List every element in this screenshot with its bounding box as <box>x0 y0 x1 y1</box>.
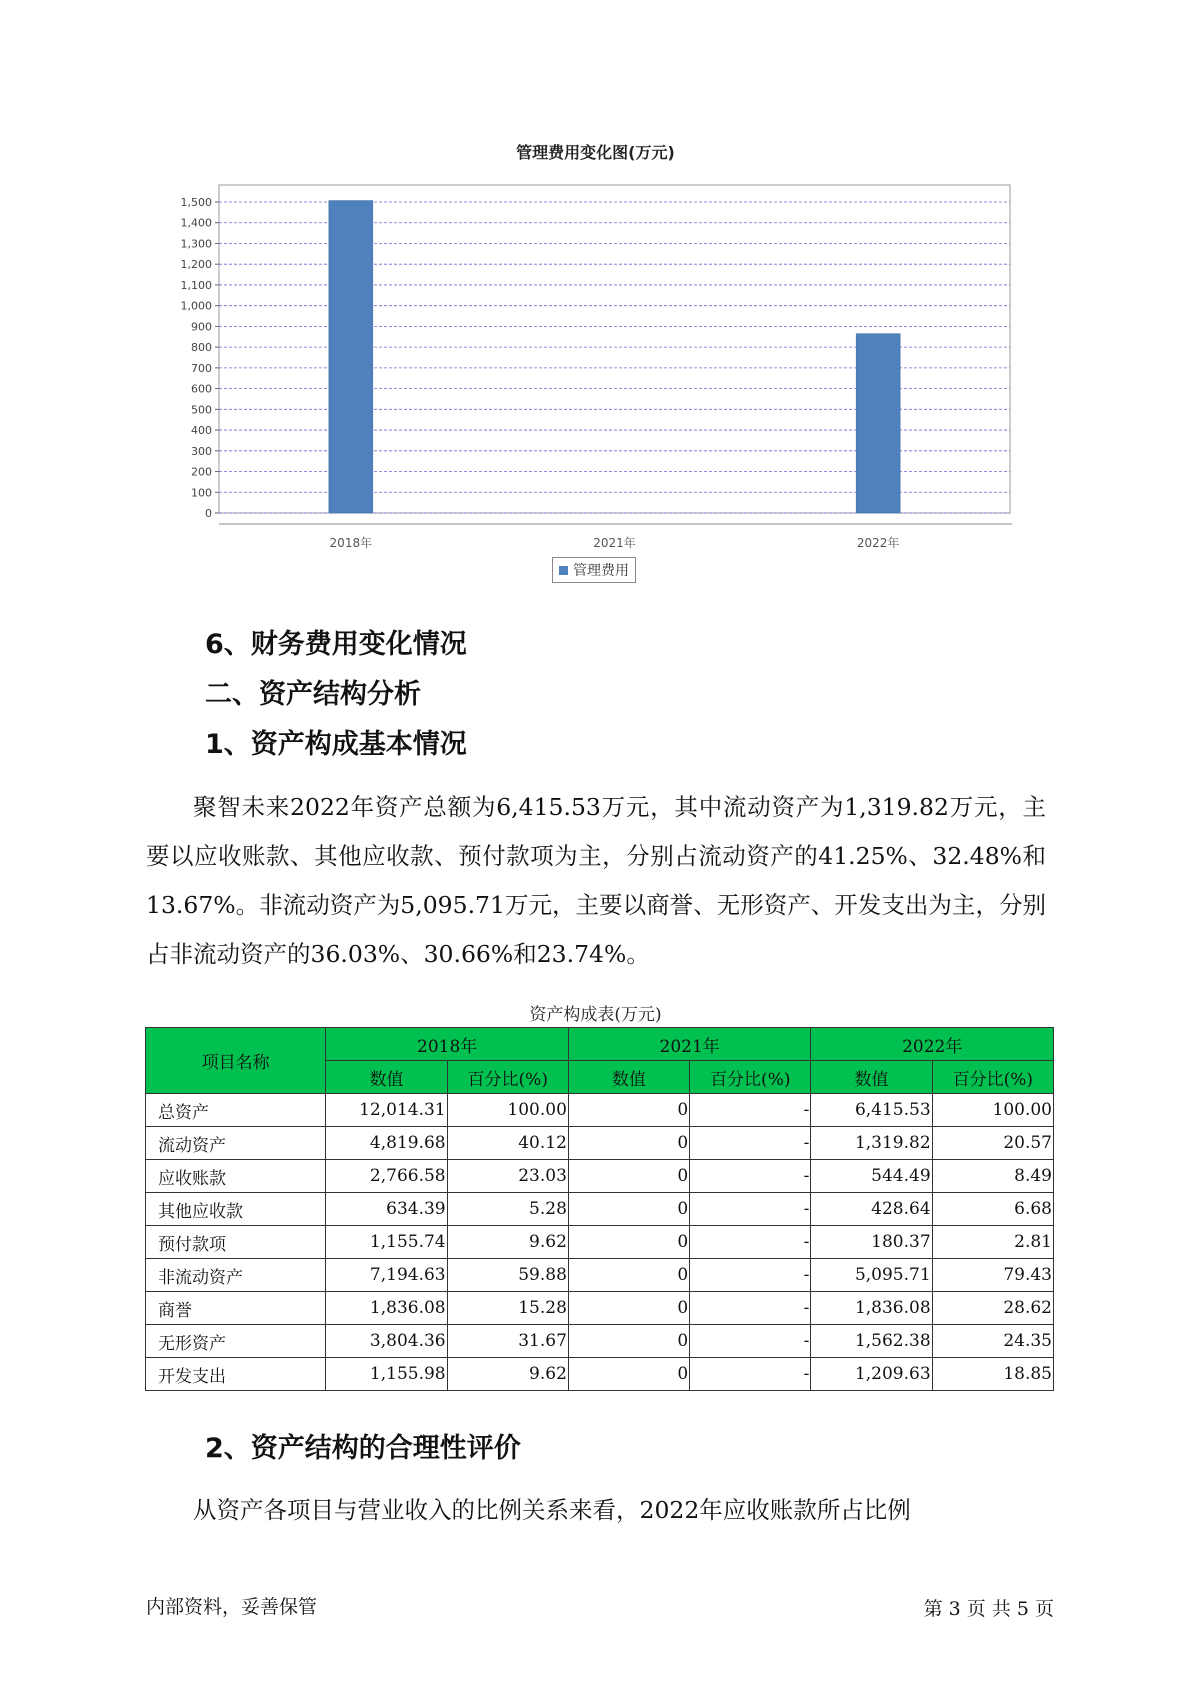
x-category-label: 2021年 <box>593 536 636 550</box>
y-tick-label: 400 <box>191 424 212 438</box>
row-label: 其他应收款 <box>146 1193 326 1226</box>
table-caption: 资产构成表(万元) <box>529 1005 662 1025</box>
cell-p2018: 23.03 <box>447 1160 568 1193</box>
table-row <box>146 1259 1054 1292</box>
cell-p2018: 59.88 <box>447 1259 568 1292</box>
cell-p2021: - <box>690 1127 811 1160</box>
asset-composition-table <box>145 1027 1054 1391</box>
header-year-2022: 2022年 <box>811 1028 1054 1061</box>
header-year-2018: 2018年 <box>326 1028 569 1061</box>
footer-confidential-note: 内部资料，妥善保管 <box>146 1596 318 1618</box>
header-value: 数值 <box>811 1061 932 1094</box>
x-category-label: 2018年 <box>329 536 373 550</box>
table-row <box>146 1094 1054 1127</box>
bar-2022年 <box>856 334 900 513</box>
cell-p2021: - <box>690 1325 811 1358</box>
row-label: 预付款项 <box>146 1226 326 1259</box>
bar-2018年 <box>329 201 373 513</box>
header-value: 数值 <box>568 1061 689 1094</box>
y-tick-label: 800 <box>191 341 212 355</box>
cell-v2022: 1,836.08 <box>811 1292 932 1325</box>
y-tick-label: 1,200 <box>180 258 212 272</box>
row-label: 非流动资产 <box>146 1259 326 1292</box>
section-heading-structure-evaluation: 2、资产结构的合理性评价 <box>205 1433 521 1464</box>
chart-title: 管理费用变化图(万元) <box>516 143 675 162</box>
cell-v2021: 0 <box>568 1325 689 1358</box>
cell-v2018: 2,766.58 <box>326 1160 447 1193</box>
cell-v2022: 1,209.63 <box>811 1358 932 1391</box>
x-category-label: 2022年 <box>856 536 900 550</box>
table-row <box>146 1127 1054 1160</box>
cell-v2021: 0 <box>568 1127 689 1160</box>
cell-v2021: 0 <box>568 1094 689 1127</box>
footer-page-number: 第 3 页 共 5 页 <box>923 1598 1054 1620</box>
cell-v2021: 0 <box>568 1160 689 1193</box>
cell-v2018: 4,819.68 <box>326 1127 447 1160</box>
cell-p2018: 5.28 <box>447 1193 568 1226</box>
row-label: 流动资产 <box>146 1127 326 1160</box>
cell-p2021: - <box>690 1160 811 1193</box>
y-tick-label: 1,300 <box>180 237 212 251</box>
table-row <box>146 1226 1054 1259</box>
asset-summary-paragraph: 聚智未来2022年资产总额为6,415.53万元，其中流动资产为1,319.82万元，主要以应收账款、其他应收款、预付款项为主，分别占流动资产的41.25%、32.48%和13.67%。非流动资产为5,095.71万元，主要以商誉、无形资产、开发支出为主，分别占非流动资产的36.03%、30.66%和23.74%。 <box>146 793 1046 968</box>
cell-v2022: 428.64 <box>811 1193 932 1226</box>
cell-p2022: 28.62 <box>932 1292 1053 1325</box>
cell-p2021: - <box>690 1292 811 1325</box>
cell-v2022: 5,095.71 <box>811 1259 932 1292</box>
header-percent: 百分比(%) <box>447 1061 568 1094</box>
cell-v2018: 1,155.98 <box>326 1358 447 1391</box>
cell-v2021: 0 <box>568 1226 689 1259</box>
cell-p2021: - <box>690 1193 811 1226</box>
cell-v2018: 3,804.36 <box>326 1325 447 1358</box>
structure-evaluation-paragraph: 从资产各项目与营业收入的比例关系来看，2022年应收账款所占比例 <box>193 1496 911 1524</box>
header-percent: 百分比(%) <box>690 1061 811 1094</box>
y-tick-label: 1,400 <box>180 216 212 230</box>
y-tick-label: 1,000 <box>180 299 212 313</box>
cell-p2021: - <box>690 1259 811 1292</box>
y-tick-label: 1,500 <box>180 196 212 209</box>
cell-p2022: 100.00 <box>932 1094 1053 1127</box>
y-tick-label: 200 <box>191 465 212 479</box>
y-tick-label: 600 <box>191 382 212 396</box>
cell-v2021: 0 <box>568 1292 689 1325</box>
cell-v2018: 1,155.74 <box>326 1226 447 1259</box>
row-label: 无形资产 <box>146 1325 326 1358</box>
cell-v2018: 12,014.31 <box>326 1094 447 1127</box>
header-percent: 百分比(%) <box>932 1061 1053 1094</box>
section-heading-asset-composition: 1、资产构成基本情况 <box>205 729 467 760</box>
row-label: 开发支出 <box>146 1358 326 1391</box>
header-item-name: 项目名称 <box>146 1028 326 1094</box>
cell-p2022: 79.43 <box>932 1259 1053 1292</box>
header-value: 数值 <box>326 1061 447 1094</box>
y-tick-label: 500 <box>191 403 212 417</box>
section-heading-asset-structure: 二、资产结构分析 <box>205 679 421 710</box>
table-row <box>146 1358 1054 1391</box>
cell-p2018: 100.00 <box>447 1094 568 1127</box>
cell-p2022: 18.85 <box>932 1358 1053 1391</box>
cell-p2018: 31.67 <box>447 1325 568 1358</box>
cell-p2018: 15.28 <box>447 1292 568 1325</box>
cell-v2022: 1,319.82 <box>811 1127 932 1160</box>
cell-p2022: 2.81 <box>932 1226 1053 1259</box>
cell-v2018: 7,194.63 <box>326 1259 447 1292</box>
legend-swatch <box>559 566 568 575</box>
cell-p2021: - <box>690 1094 811 1127</box>
row-label: 商誉 <box>146 1292 326 1325</box>
cell-v2022: 1,562.38 <box>811 1325 932 1358</box>
table-row <box>146 1160 1054 1193</box>
cell-p2022: 6.68 <box>932 1193 1053 1226</box>
row-label: 总资产 <box>146 1094 326 1127</box>
table-row <box>146 1325 1054 1358</box>
cell-v2021: 0 <box>568 1193 689 1226</box>
cell-v2021: 0 <box>568 1259 689 1292</box>
cell-p2018: 9.62 <box>447 1226 568 1259</box>
cell-v2021: 0 <box>568 1358 689 1391</box>
header-year-2021: 2021年 <box>568 1028 811 1061</box>
cell-p2022: 20.57 <box>932 1127 1053 1160</box>
y-tick-label: 1,100 <box>180 278 212 292</box>
cell-p2022: 24.35 <box>932 1325 1053 1358</box>
y-tick-label: 900 <box>191 320 212 334</box>
cell-v2022: 180.37 <box>811 1226 932 1259</box>
y-tick-label: 300 <box>191 444 212 458</box>
y-tick-label: 700 <box>191 361 212 375</box>
cell-v2022: 6,415.53 <box>811 1094 932 1127</box>
legend-label: 管理费用 <box>573 563 629 579</box>
row-label: 应收账款 <box>146 1160 326 1193</box>
cell-v2022: 544.49 <box>811 1160 932 1193</box>
cell-v2018: 634.39 <box>326 1193 447 1226</box>
management-expense-chart <box>0 0 1191 600</box>
section-heading-financial-expense: 6、财务费用变化情况 <box>205 629 467 660</box>
cell-v2018: 1,836.08 <box>326 1292 447 1325</box>
cell-p2018: 9.62 <box>447 1358 568 1391</box>
table-row <box>146 1292 1054 1325</box>
cell-p2022: 8.49 <box>932 1160 1053 1193</box>
table-row <box>146 1193 1054 1226</box>
cell-p2021: - <box>690 1358 811 1391</box>
y-tick-label: 0 <box>205 507 212 520</box>
cell-p2021: - <box>690 1226 811 1259</box>
chart-legend <box>552 557 636 583</box>
y-tick-label: 100 <box>191 486 212 500</box>
cell-p2018: 40.12 <box>447 1127 568 1160</box>
